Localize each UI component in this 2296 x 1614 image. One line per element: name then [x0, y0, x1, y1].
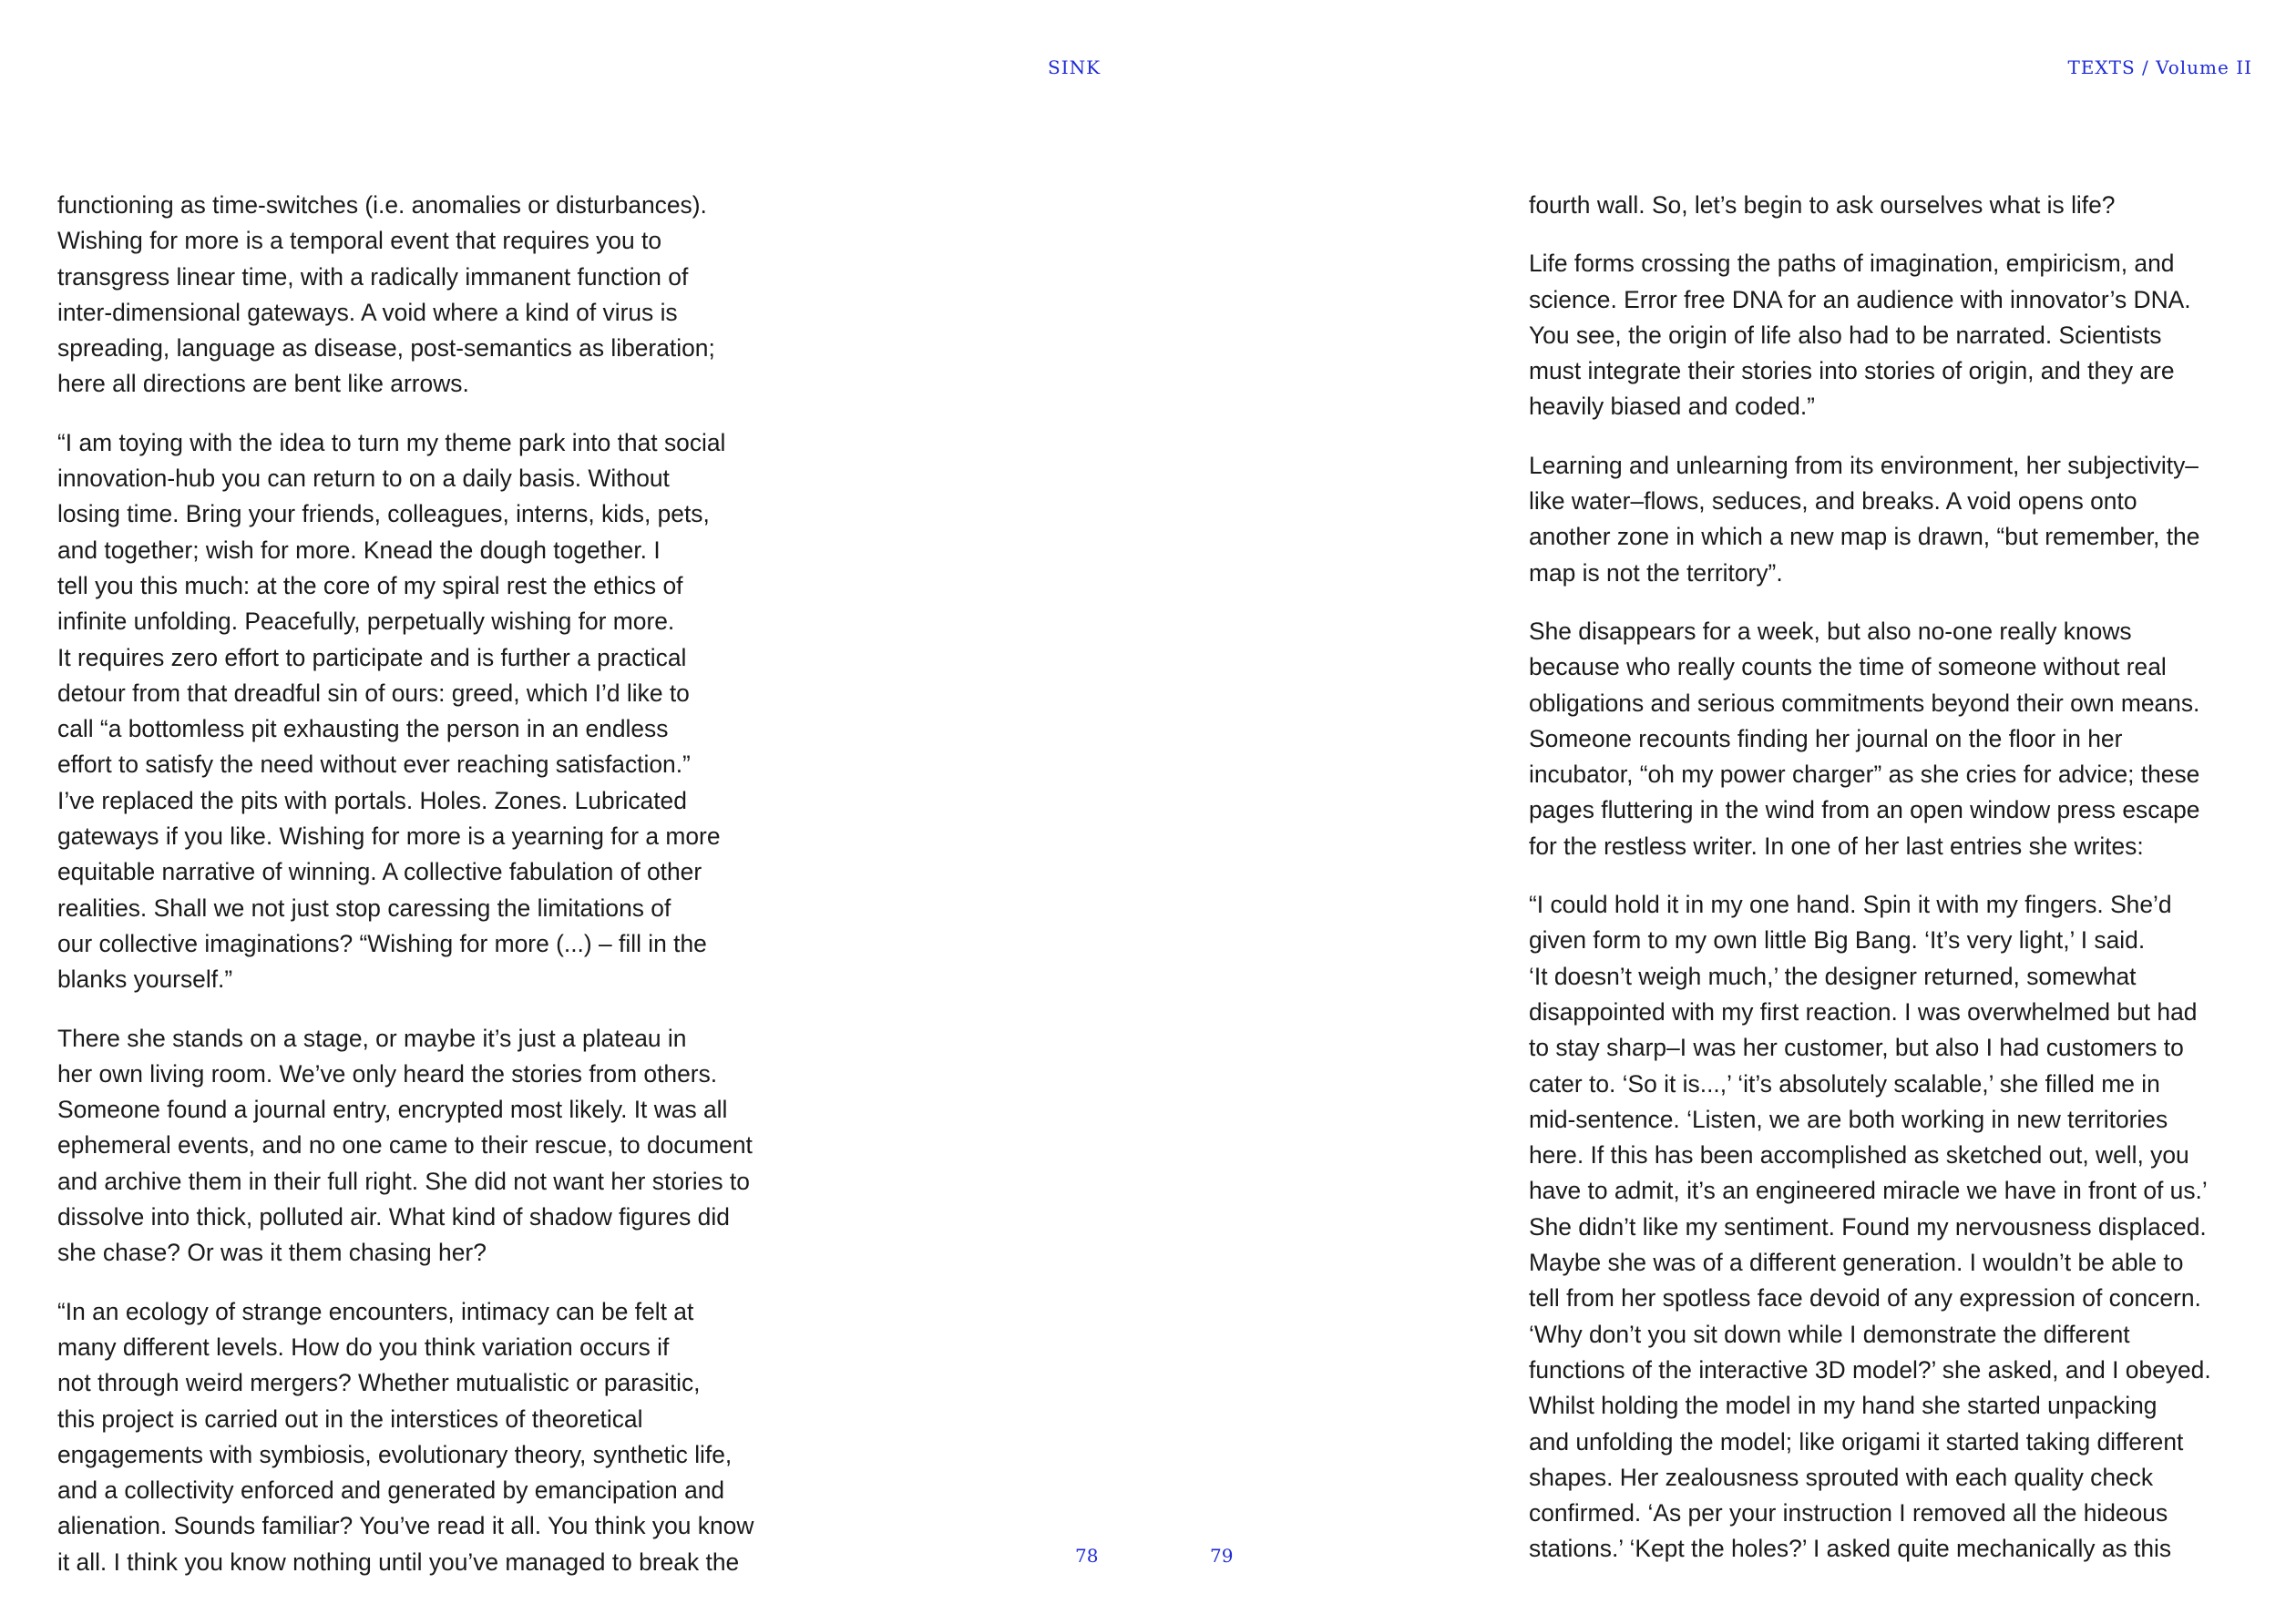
text-line: “In an ecology of strange encounters, intimacy can be felt at — [57, 1297, 694, 1325]
text-line: Someone found a journal entry, encrypted most likely. It was all — [57, 1096, 728, 1124]
text-line: ephemeral events, and no one came to their rescue, to document — [57, 1131, 753, 1159]
paragraph — [57, 1021, 805, 1272]
text-line: and a collectivity enforced and generated by emancipation and — [57, 1476, 725, 1505]
paragraph — [1529, 887, 2276, 1568]
running-head-left: SINK — [1048, 56, 1102, 78]
text-line: stations.’ ‘Kept the holes?’ I asked quite mechanically as this — [1529, 1535, 2172, 1563]
paragraph — [57, 1294, 805, 1580]
text-line: There she stands on a stage, or maybe it’s just a plateau in — [57, 1024, 687, 1052]
text-line: mid-sentence. ‘Listen, we are both working in new territories — [1529, 1105, 2168, 1133]
text-line: ‘Why don’t you sit down while I demonstrate the different — [1529, 1320, 2130, 1348]
page-number-left: 78 — [1075, 1545, 1099, 1567]
text-line: call “a bottomless pit exhausting the person in an endless — [57, 715, 669, 743]
left-page-text — [57, 188, 805, 1603]
text-line: I’ve replaced the pits with portals. Holes. Zones. Lubricated — [57, 786, 687, 814]
text-line: map is not the territory”. — [1529, 558, 1783, 587]
right-page-text — [1529, 188, 2276, 1590]
text-line: “I could hold it in my one hand. Spin it with my fingers. She’d — [1529, 891, 2172, 919]
text-line: You see, the origin of life also had to be narrated. Scientists — [1529, 321, 2162, 349]
text-line: alienation. Sounds familiar? You’ve read it all. You think you know — [57, 1512, 754, 1540]
text-line: engagements with symbiosis, evolutionary theory, synthetic life, — [57, 1440, 733, 1468]
text-line: fourth wall. So, let’s begin to ask ourselves what is life? — [1529, 191, 2116, 219]
text-line: Wishing for more is a temporal event that requires you to — [57, 227, 662, 255]
paragraph — [1529, 188, 2276, 223]
text-line: confirmed. ‘As per your instruction I removed all the hideous — [1529, 1499, 2168, 1527]
text-line: have to admit, it’s an engineered miracle we have in front of us.’ — [1529, 1177, 2208, 1205]
text-line: another zone in which a new map is drawn, “but remember, the — [1529, 523, 2200, 551]
paragraph — [1529, 448, 2276, 591]
text-line: inter-dimensional gateways. A void where a kind of virus is — [57, 298, 678, 326]
text-line: transgress linear time, with a radically immanent function of — [57, 262, 689, 291]
text-line: gateways if you like. Wishing for more is a yearning for a more — [57, 822, 721, 851]
text-line: her own living room. We’ve only heard the stories from others. — [57, 1059, 718, 1088]
text-line: realities. Shall we not just stop caressing the limitations of — [57, 894, 671, 922]
text-line: this project is carried out in the interstices of theoretical — [57, 1405, 643, 1433]
text-line: infinite unfolding. Peacefully, perpetually wishing for more. — [57, 608, 675, 636]
text-line: like water–flows, seduces, and breaks. A void opens onto — [1529, 487, 2137, 516]
text-line: equitable narrative of winning. A collective fabulation of other — [57, 858, 702, 886]
text-line: for the restless writer. In one of her last entries she writes: — [1529, 832, 2144, 860]
page-number-right: 79 — [1210, 1545, 1234, 1567]
text-line: She disappears for a week, but also no-one really knows — [1529, 617, 2132, 645]
text-line: heavily biased and coded.” — [1529, 393, 1815, 421]
text-line: and archive them in their full right. She did not want her stories to — [57, 1167, 750, 1195]
text-line: Maybe she was of a different generation. I wouldn’t be able to — [1529, 1249, 2184, 1277]
text-line: detour from that dreadful sin of ours: greed, which I’d like to — [57, 679, 690, 707]
text-line: it all. I think you know nothing until you’ve managed to break the — [57, 1548, 740, 1576]
text-line: spreading, language as disease, post-semantics as liberation; — [57, 334, 715, 363]
text-line: Whilst holding the model in my hand she started unpacking — [1529, 1392, 2158, 1420]
text-line: innovation-hub you can return to on a daily basis. Without — [57, 465, 670, 493]
text-line: because who really counts the time of someone without real — [1529, 653, 2167, 681]
text-line: tell you this much: at the core of my spiral rest the ethics of — [57, 571, 683, 599]
text-line: functions of the interactive 3D model?’ she asked, and I obeyed. — [1529, 1355, 2211, 1384]
text-line: obligations and serious commitments beyond their own means. — [1529, 689, 2200, 717]
paragraph — [57, 425, 805, 998]
text-line: disappointed with my first reaction. I was overwhelmed but had — [1529, 997, 2198, 1026]
text-line: pages fluttering in the wind from an open window press escape — [1529, 796, 2200, 824]
text-line: ‘It doesn’t weigh much,’ the designer returned, somewhat — [1529, 962, 2137, 990]
text-line: It requires zero effort to participate and is further a practical — [57, 643, 687, 671]
text-line: here all directions are bent like arrows. — [57, 370, 469, 398]
text-line: Learning and unlearning from its environment, her subjectivity– — [1529, 451, 2199, 479]
text-line: here. If this has been accomplished as sketched out, well, you — [1529, 1141, 2189, 1170]
text-line: Someone recounts finding her journal on the floor in her — [1529, 724, 2123, 752]
text-line: to stay sharp–I was her customer, but also I had customers to — [1529, 1034, 2184, 1062]
text-line: tell from her spotless face devoid of any expression of concern. — [1529, 1284, 2201, 1313]
text-line: not through weird mergers? Whether mutualistic or parasitic, — [57, 1369, 701, 1397]
text-line: she chase? Or was it them chasing her? — [57, 1239, 487, 1267]
text-line: must integrate their stories into stories of origin, and they are — [1529, 357, 2175, 385]
running-head-right: TEXTS / Volume II — [2067, 56, 2252, 78]
text-line: and unfolding the model; like origami it started taking different — [1529, 1427, 2184, 1456]
text-line: Life forms crossing the paths of imagination, empiricism, and — [1529, 250, 2175, 278]
text-line: “I am toying with the idea to turn my theme park into that social — [57, 428, 726, 456]
paragraph — [57, 188, 805, 403]
text-line: effort to satisfy the need without ever reaching satisfaction.” — [57, 751, 691, 779]
text-line: many different levels. How do you think variation occurs if — [57, 1333, 670, 1361]
text-line: She didn’t like my sentiment. Found my nervousness displaced. — [1529, 1212, 2207, 1241]
paragraph — [1529, 246, 2276, 424]
text-line: dissolve into thick, polluted air. What kind of shadow figures did — [57, 1203, 730, 1231]
text-line: shapes. Her zealousness sprouted with each quality check — [1529, 1463, 2154, 1491]
text-line: incubator, “oh my power charger” as she cries for advice; these — [1529, 761, 2200, 789]
text-line: cater to. ‘So it is...,’ ‘it’s absolutely scalable,’ she filled me in — [1529, 1069, 2160, 1098]
text-line: losing time. Bring your friends, colleagues, interns, kids, pets, — [57, 500, 710, 528]
text-line: our collective imaginations? “Wishing for more (...) – fill in the — [57, 929, 707, 957]
text-line: science. Error free DNA for an audience with innovator’s DNA. — [1529, 285, 2191, 313]
text-line: and together; wish for more. Knead the dough together. I — [57, 536, 661, 564]
text-line: blanks yourself.” — [57, 965, 233, 994]
paragraph — [1529, 614, 2276, 864]
text-line: given form to my own little Big Bang. ‘It’s very light,’ I said. — [1529, 926, 2146, 955]
text-line: functioning as time-switches (i.e. anomalies or disturbances). — [57, 191, 707, 219]
